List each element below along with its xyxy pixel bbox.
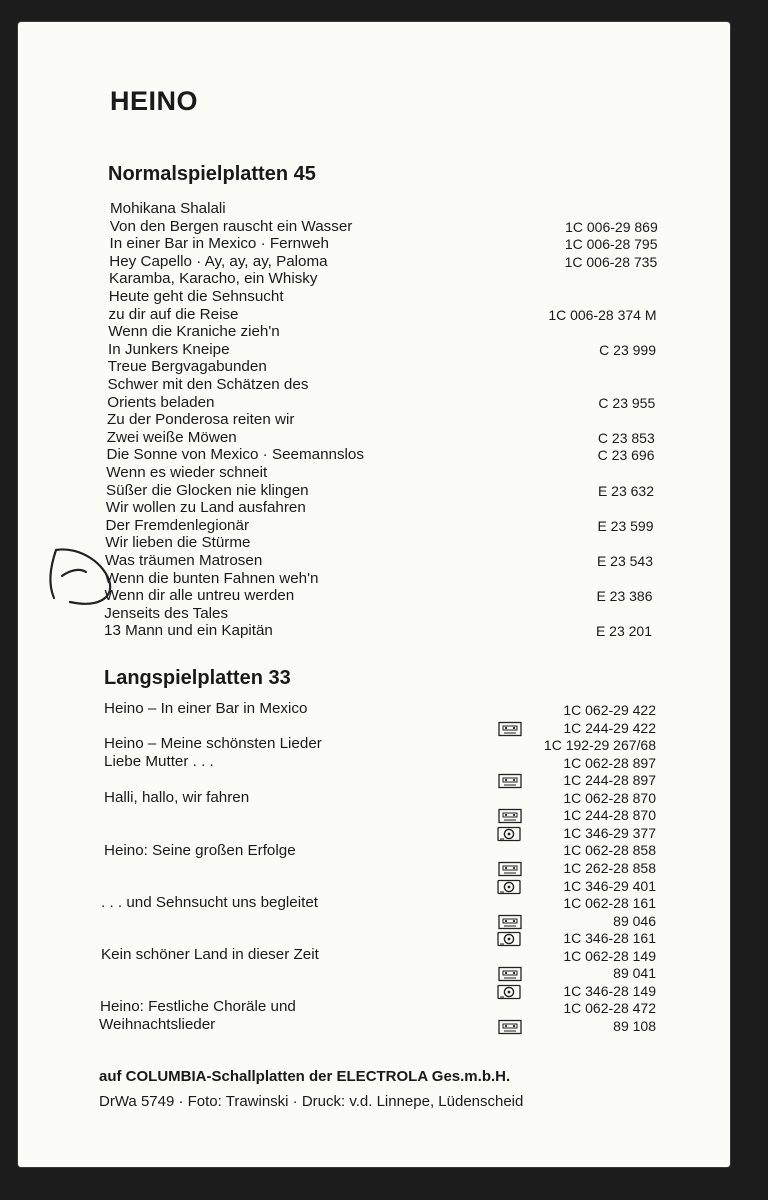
single-title: Schwer mit den Schätzen des xyxy=(107,376,309,393)
single-row xyxy=(106,517,654,535)
lp-catalog-number: 1C 346-28 161 xyxy=(563,930,656,947)
lp-catalog-number: 89 041 xyxy=(613,965,656,982)
single-title: Zwei weiße Möwen xyxy=(106,428,237,446)
single-row xyxy=(106,464,654,482)
lp-catalog-number: 89 046 xyxy=(613,912,656,929)
cassette-icon xyxy=(498,808,522,824)
single-catalog-number: E 23 543 xyxy=(596,553,653,569)
single-row xyxy=(105,534,653,552)
cassette-icon xyxy=(498,914,522,930)
lp-catalog-number: 1C 062-29 422 xyxy=(563,702,656,718)
lp-title: Weihnachtslieder xyxy=(99,1016,216,1033)
lp-catalog-number: 1C 346-29 377 xyxy=(563,824,656,841)
cassette-icon xyxy=(498,1019,522,1035)
single-row xyxy=(108,341,656,359)
single-catalog-number: C 23 955 xyxy=(598,394,656,411)
single-row xyxy=(105,570,653,588)
single-title: Wenn dir alle untreu werden xyxy=(104,587,295,605)
cassette-icon xyxy=(498,966,522,982)
reel-tape-icon xyxy=(497,826,521,842)
single-catalog-number: E 23 599 xyxy=(597,517,654,534)
single-title: Wir wollen zu Land ausfahren xyxy=(105,499,306,517)
single-title: Mohikana Shalali xyxy=(110,200,226,217)
single-title: Der Fremdenlegionär xyxy=(105,516,250,534)
singles-heading: Normalspielplatten 45 xyxy=(108,163,316,185)
lp-catalog-number: 1C 244-28 870 xyxy=(563,807,656,824)
single-row xyxy=(107,446,655,464)
single-row xyxy=(108,358,656,376)
single-row xyxy=(109,306,657,324)
reel-tape-icon xyxy=(497,879,521,895)
single-title: Zu der Ponderosa reiten wir xyxy=(107,411,295,429)
single-row xyxy=(107,411,655,429)
lp-catalog-number: 1C 244-28 897 xyxy=(563,772,656,789)
single-title: Die Sonne von Mexico · Seemannslos xyxy=(106,446,364,464)
single-catalog-number: E 23 632 xyxy=(597,482,654,499)
reel-tape-icon xyxy=(497,931,521,947)
lp-title: Halli, hallo, wir fahren xyxy=(104,789,250,806)
single-title: Wir lieben die Stürme xyxy=(105,534,251,552)
single-title: Treue Bergvagabunden xyxy=(107,358,267,376)
lp-title: Heino – Meine schönsten Lieder xyxy=(104,735,322,752)
label-credit: auf COLUMBIA-Schallplatten der ELECTROLA Ges.m.b.H. xyxy=(99,1068,511,1085)
lp-catalog-number: 1C 062-28 149 xyxy=(563,947,656,964)
single-title: Orients beladen xyxy=(107,393,215,411)
lp-title: Liebe Mutter . . . xyxy=(104,753,214,770)
lp-catalog-number: 1C 244-29 422 xyxy=(563,719,656,736)
single-row xyxy=(108,323,656,341)
lp-catalog-number: 1C 346-29 401 xyxy=(563,877,656,894)
single-row xyxy=(109,253,657,271)
single-title: Karamba, Karacho, ein Whisky xyxy=(109,270,318,288)
single-row xyxy=(110,235,658,253)
lp-title: Heino – In einer Bar in Mexico xyxy=(104,700,308,717)
single-title: Jenseits des Tales xyxy=(104,604,229,622)
single-row xyxy=(104,622,652,640)
lp-catalog-number: 1C 062-28 858 xyxy=(563,842,656,859)
single-row xyxy=(106,499,654,517)
single-title: Süßer die Glocken nie klingen xyxy=(106,481,309,499)
single-row xyxy=(105,587,653,605)
single-title: Wenn die bunten Fahnen weh'n xyxy=(104,569,319,587)
single-title: In einer Bar in Mexico · Fernweh xyxy=(109,235,329,253)
lp-catalog-number: 1C 062-28 897 xyxy=(563,754,656,771)
single-catalog-number: C 23 999 xyxy=(599,341,656,358)
lp-catalog-number: 1C 062-28 161 xyxy=(563,895,656,912)
lp-catalog-number: 1C 062-28 472 xyxy=(563,1000,656,1017)
lp-catalog-number: 1C 192-29 267/68 xyxy=(543,737,656,754)
single-title: Was träumen Matrosen xyxy=(105,552,263,569)
single-catalog-number: C 23 696 xyxy=(597,447,655,464)
single-title: Heute geht die Sehnsucht xyxy=(108,288,284,305)
single-row xyxy=(104,605,652,623)
single-title: 13 Mann und ein Kapitän xyxy=(104,622,273,640)
handwritten-mark xyxy=(40,538,120,616)
cassette-icon xyxy=(498,773,522,789)
single-row xyxy=(107,429,655,447)
single-title: Wenn die Kraniche zieh'n xyxy=(108,323,280,341)
page-title: HEINO xyxy=(110,86,199,116)
single-title: In Junkers Kneipe xyxy=(108,340,230,358)
cassette-icon xyxy=(498,721,522,737)
single-row xyxy=(110,218,658,236)
single-row xyxy=(107,394,655,412)
lp-catalog-number: 1C 346-28 149 xyxy=(563,982,656,999)
lp-heading: Langspielplatten 33 xyxy=(104,667,291,689)
single-title: Wenn es wieder schneit xyxy=(106,464,268,481)
lp-title: Heino: Seine großen Erfolge xyxy=(104,842,296,859)
lp-catalog-number: 89 108 xyxy=(613,1017,656,1034)
single-row xyxy=(109,270,657,288)
single-catalog-number: 1C 006-28 795 xyxy=(564,236,658,253)
single-catalog-number: 1C 006-28 735 xyxy=(564,253,658,270)
single-catalog-number: E 23 386 xyxy=(596,588,653,605)
single-catalog-number: E 23 201 xyxy=(595,623,652,640)
lp-title: Heino: Festliche Choräle und xyxy=(100,998,296,1015)
lp-catalog-number: 1C 262-28 858 xyxy=(563,859,656,876)
cassette-icon xyxy=(498,861,522,877)
single-catalog-number: 1C 006-29 869 xyxy=(565,218,658,235)
print-credit: DrWa 5749 · Foto: Trawinski · Druck: v.d. Linnepe, Lüdenscheid xyxy=(99,1093,524,1110)
single-row xyxy=(110,200,658,218)
single-catalog-number: C 23 853 xyxy=(597,429,655,446)
single-title: Hey Capello · Ay, ay, ay, Paloma xyxy=(109,252,328,270)
single-row xyxy=(109,288,657,306)
single-title: zu dir auf die Reise xyxy=(108,305,239,323)
single-title: Von den Bergen rauscht ein Wasser xyxy=(109,217,353,235)
single-row xyxy=(105,552,653,570)
reel-tape-icon xyxy=(497,984,521,1000)
single-row xyxy=(108,376,656,394)
single-catalog-number: 1C 006-28 374 M xyxy=(548,306,657,323)
lp-title: Kein schöner Land in dieser Zeit xyxy=(101,946,319,963)
lp-title: . . . und Sehnsucht uns begleitet xyxy=(101,894,318,911)
lp-catalog-number: 1C 062-28 870 xyxy=(563,789,656,806)
single-row xyxy=(106,482,654,500)
